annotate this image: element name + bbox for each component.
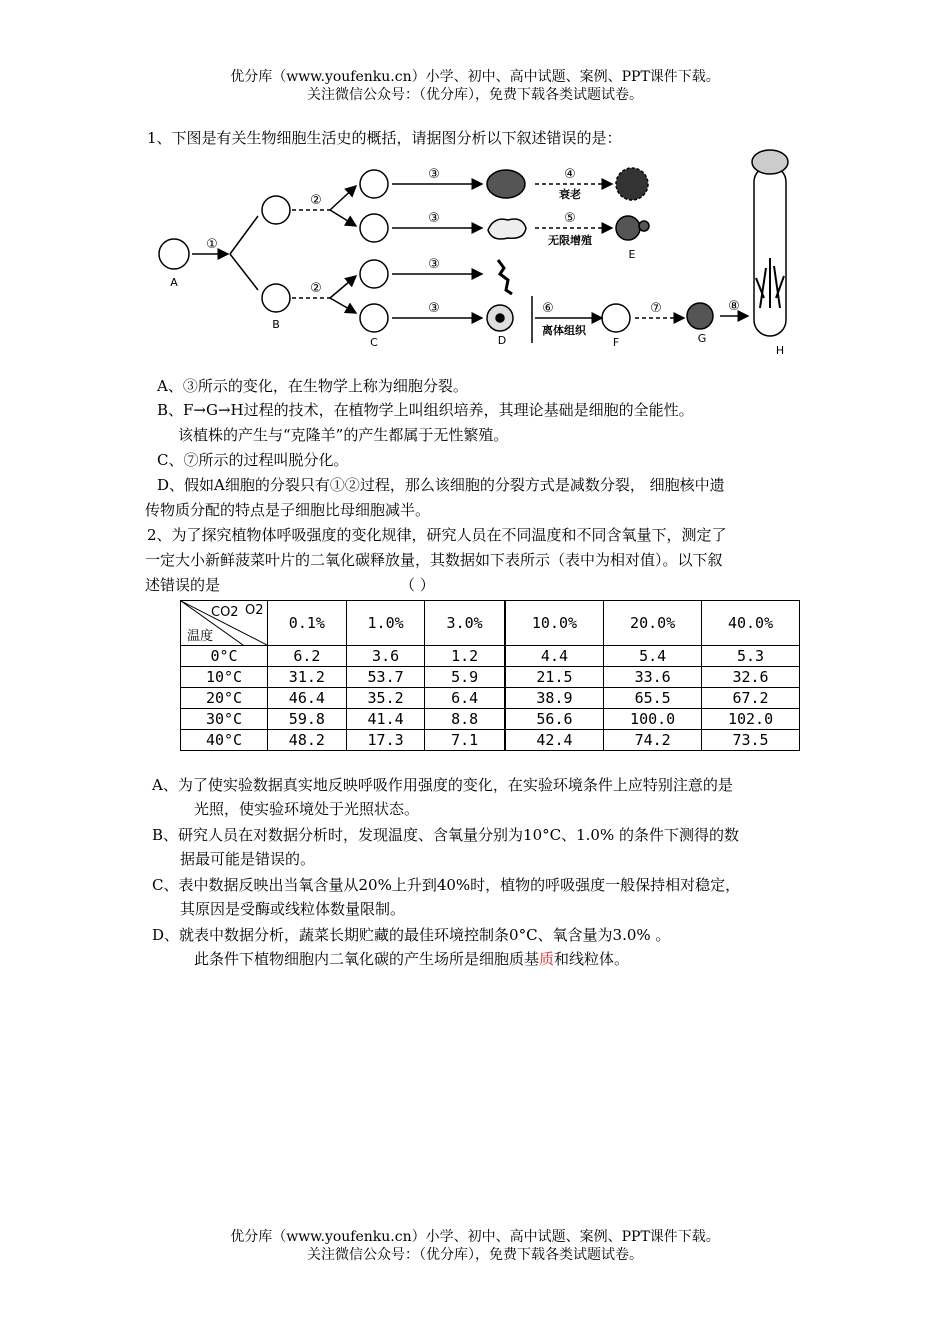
table-cell: 4.4 xyxy=(505,646,604,667)
table-cell: 65.5 xyxy=(604,688,702,709)
q2-option-c-line1: C、表中数据反映出当氧含量从20%上升到40%时，植物的呼吸强度一般保持相对稳定， xyxy=(152,876,741,894)
table-cell: 73.5 xyxy=(702,730,800,751)
q2-option-d-text-post: 和线粒体。 xyxy=(554,950,630,968)
table-cell: 3.6 xyxy=(346,646,425,667)
q1-option-d-line1: D、假如A细胞的分裂只有①②过程，那么该细胞的分裂方式是减数分裂， 细胞核中遗 xyxy=(157,476,725,494)
q2-stem-line2: 一定大小新鲜菠菜叶片的二氧化碳释放量，其数据如下表所示（表中为相对值）。以下叙 xyxy=(145,551,723,569)
label-C: C xyxy=(370,336,378,349)
corner-o2: O2 xyxy=(245,603,264,618)
table-cell: 31.2 xyxy=(268,667,347,688)
q1-stem: 1、下图是有关生物细胞生活史的概括，请据图分析以下叙述错误的是： xyxy=(147,129,622,147)
row-temperature: 40°C xyxy=(181,730,268,751)
step-5: ⑤ xyxy=(564,211,576,226)
text-aging: 衰老 xyxy=(559,188,581,201)
label-H: H xyxy=(775,344,785,357)
q2-option-a-line1: A、为了使实验数据真实地反映呼吸作用强度的变化，在实验环境条件上应特别注意的是 xyxy=(152,776,733,794)
table-cell: 21.5 xyxy=(505,667,604,688)
table-cell: 17.3 xyxy=(346,730,425,751)
respiration-data-table xyxy=(180,600,800,751)
q1-option-b-line2: 该植株的产生与“克隆羊”的产生都属于无性繁殖。 xyxy=(178,426,509,444)
step-1: ① xyxy=(206,237,218,252)
table-cell: 33.6 xyxy=(604,667,702,688)
cell-life-history-diagram xyxy=(150,148,810,363)
step-2-top: ② xyxy=(310,193,322,208)
column-header: 20.0% xyxy=(604,601,702,646)
q2-option-c-line2: 其原因是受酶或线粒体数量限制。 xyxy=(180,900,406,918)
table-cell: 53.7 xyxy=(346,667,425,688)
column-header: 3.0% xyxy=(425,601,505,646)
table-cell: 102.0 xyxy=(702,709,800,730)
row-temperature: 10°C xyxy=(181,667,268,688)
table-cell: 67.2 xyxy=(702,688,800,709)
table-cell: 48.2 xyxy=(268,730,347,751)
text-isolated-tissue: 离体组织 xyxy=(542,324,586,337)
table-cell: 100.0 xyxy=(604,709,702,730)
step-2-bottom: ② xyxy=(310,281,322,296)
corner-temperature: 温度 xyxy=(187,629,214,644)
step-3-d: ③ xyxy=(428,301,440,316)
column-header: 1.0% xyxy=(346,601,425,646)
cell-B-top xyxy=(262,196,290,224)
text-unlimited-growth: 无限增殖 xyxy=(548,234,592,247)
table-cell: 42.4 xyxy=(505,730,604,751)
label-D: D xyxy=(497,334,507,347)
q2-option-d-red-char: 质 xyxy=(539,950,555,968)
corner-co2: CO2 xyxy=(211,605,239,620)
cell-C xyxy=(360,304,388,332)
table-cell: 32.6 xyxy=(702,667,800,688)
cluster-G xyxy=(687,303,713,329)
step-8: ⑧ xyxy=(728,299,740,314)
table-row xyxy=(181,709,800,730)
q2-answer-blank: （ ） xyxy=(400,576,435,594)
q2-option-b-line2: 据最可能是错误的。 xyxy=(180,850,316,868)
table-cell: 41.4 xyxy=(346,709,425,730)
step-3-a: ③ xyxy=(428,167,440,182)
q2-stem-line1: 2、为了探究植物体呼吸强度的变化规律，研究人员在不同温度和不同含氧量下，测定了 xyxy=(147,526,727,544)
page-header-line1: 优分库（www.youfenku.cn）小学、初中、高中试题、案例、PPT课件下载。 xyxy=(230,69,720,85)
table-row xyxy=(181,646,800,667)
q2-option-d-text-pre: 此条件下植物细胞内二氧化碳的产生场所是细胞质基 xyxy=(194,950,540,968)
table-header-row xyxy=(181,601,800,646)
q1-option-b-line1: B、F→G→H过程的技术，在植物学上叫组织培养，其理论基础是细胞的全能性。 xyxy=(157,401,694,419)
column-header: 10.0% xyxy=(505,601,604,646)
q1-option-a: A、③所示的变化，在生物学上称为细胞分裂。 xyxy=(157,377,468,395)
q2-option-d-line1: D、就表中数据分析，蔬菜长期贮藏的最佳环境控制条0°C、氧含量为3.0% 。 xyxy=(152,926,671,944)
label-E: E xyxy=(628,248,636,261)
table-cell: 8.8 xyxy=(425,709,505,730)
row-temperature: 30°C xyxy=(181,709,268,730)
table-cell: 59.8 xyxy=(268,709,347,730)
step-3-b: ③ xyxy=(428,211,440,226)
table-cell: 46.4 xyxy=(268,688,347,709)
label-A: A xyxy=(170,276,178,289)
q1-option-c: C、⑦所示的过程叫脱分化。 xyxy=(157,451,349,469)
table-cell: 6.2 xyxy=(268,646,347,667)
page-header-line2: 关注微信公众号：（优分库），免费下载各类试题试卷。 xyxy=(307,87,643,103)
table-cell: 5.9 xyxy=(425,667,505,688)
label-B: B xyxy=(272,318,280,331)
column-header: 0.1% xyxy=(268,601,347,646)
step-4: ④ xyxy=(564,167,576,182)
table-row xyxy=(181,667,800,688)
cell-F xyxy=(602,304,630,332)
table-cell: 6.4 xyxy=(425,688,505,709)
row-temperature: 0°C xyxy=(181,646,268,667)
cell-A xyxy=(159,239,189,269)
step-7: ⑦ xyxy=(650,301,662,316)
tube-H xyxy=(754,166,786,336)
table-row xyxy=(181,730,800,751)
column-header: 40.0% xyxy=(702,601,800,646)
label-G: G xyxy=(697,332,707,345)
table-cell: 56.6 xyxy=(505,709,604,730)
table-cell: 5.3 xyxy=(702,646,800,667)
row-temperature: 20°C xyxy=(181,688,268,709)
step-6: ⑥ xyxy=(542,301,554,316)
table-row xyxy=(181,688,800,709)
table-corner-cell xyxy=(181,601,268,646)
table-cell: 7.1 xyxy=(425,730,505,751)
step-3-c: ③ xyxy=(428,257,440,272)
page-footer-line2: 关注微信公众号：（优分库），免费下载各类试题试卷。 xyxy=(307,1247,643,1263)
q1-option-d-line2: 传物质分配的特点是子细胞比母细胞减半。 xyxy=(145,501,431,519)
table-cell: 5.4 xyxy=(604,646,702,667)
table-cell: 38.9 xyxy=(505,688,604,709)
page-footer-line1: 优分库（www.youfenku.cn）小学、初中、高中试题、案例、PPT课件下载。 xyxy=(230,1229,720,1245)
label-F: F xyxy=(612,336,620,349)
table-cell: 35.2 xyxy=(346,688,425,709)
q2-stem-line3: 述错误的是 xyxy=(145,576,221,594)
q2-option-a-line2: 光照，使实验环境处于光照状态。 xyxy=(194,800,420,818)
table-cell: 74.2 xyxy=(604,730,702,751)
q2-option-d-line2 xyxy=(194,948,629,970)
cell-B xyxy=(262,284,290,312)
table-cell: 1.2 xyxy=(425,646,505,667)
q2-option-b-line1: B、研究人员在对数据分析时，发现温度、含氧量分别为10°C、1.0% 的条件下测得的数 xyxy=(152,826,739,844)
